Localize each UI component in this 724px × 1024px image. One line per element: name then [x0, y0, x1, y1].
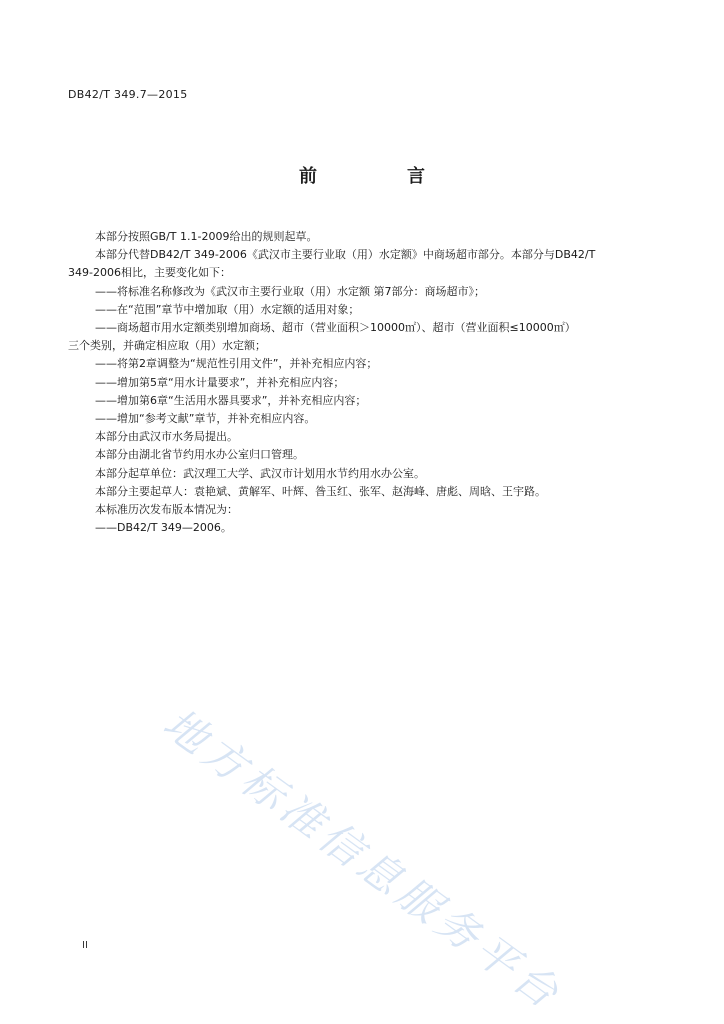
page-title: 前 言 — [299, 166, 461, 187]
drafting-units: 本部分起草单位：武汉理工大学、武汉市计划用水节约用水办公室。 — [95, 466, 425, 480]
change-item-5: ——增加第5章“用水计量要求”，并补充相应内容； — [95, 375, 345, 389]
version-history-item: ——DB42/T 349—2006。 — [95, 521, 232, 535]
change-item-4: ——将第2章调整为“规范性引用文件”，并补充相应内容； — [95, 357, 378, 371]
proposer-statement: 本部分由武汉市水务局提出。 — [95, 430, 238, 444]
version-history-label: 本标准历次发布版本情况为： — [95, 503, 238, 517]
change-item-3-continued: 三个类别，并确定相应取（用）水定额； — [68, 339, 266, 353]
document-code: DB42/T 349.7—2015 — [68, 88, 188, 101]
paragraph-1: 本部分按照GB/T 1.1-2009给出的规则起草。 — [95, 230, 318, 243]
document-body — [68, 228, 642, 537]
change-item-3: ——商场超市用水定额类别增加商场、超市（营业面积＞10000㎡）、超市（营业面积≤10000㎡） — [95, 321, 576, 335]
change-item-7: ——增加“参考文献”章节，并补充相应内容。 — [95, 412, 316, 426]
change-item-6: ——增加第6章“生活用水器具要求”，并补充相应内容； — [95, 393, 367, 407]
paragraph-2: 本部分代替DB42/T 349-2006《武汉市主要行业取（用）水定额》中商场超市部分。本部分与DB42/T — [95, 248, 596, 262]
drafters: 本部分主要起草人：袁艳斌、黄解军、叶辉、昝玉红、张军、赵海峰、唐彪、周晗、王宇路。 — [95, 484, 546, 498]
change-item-2: ——在“范围”章节中增加取（用）水定额的适用对象； — [95, 302, 360, 316]
page-number: II — [82, 940, 88, 951]
watermark: 地方标准信息服务平台 — [154, 698, 572, 1021]
change-item-1: ——将标准名称修改为《武汉市主要行业取（用）水定额 第7部分：商场超市》； — [95, 284, 485, 298]
management-statement: 本部分由湖北省节约用水办公室归口管理。 — [95, 448, 304, 462]
paragraph-2-continued: 349-2006相比，主要变化如下： — [68, 266, 231, 280]
